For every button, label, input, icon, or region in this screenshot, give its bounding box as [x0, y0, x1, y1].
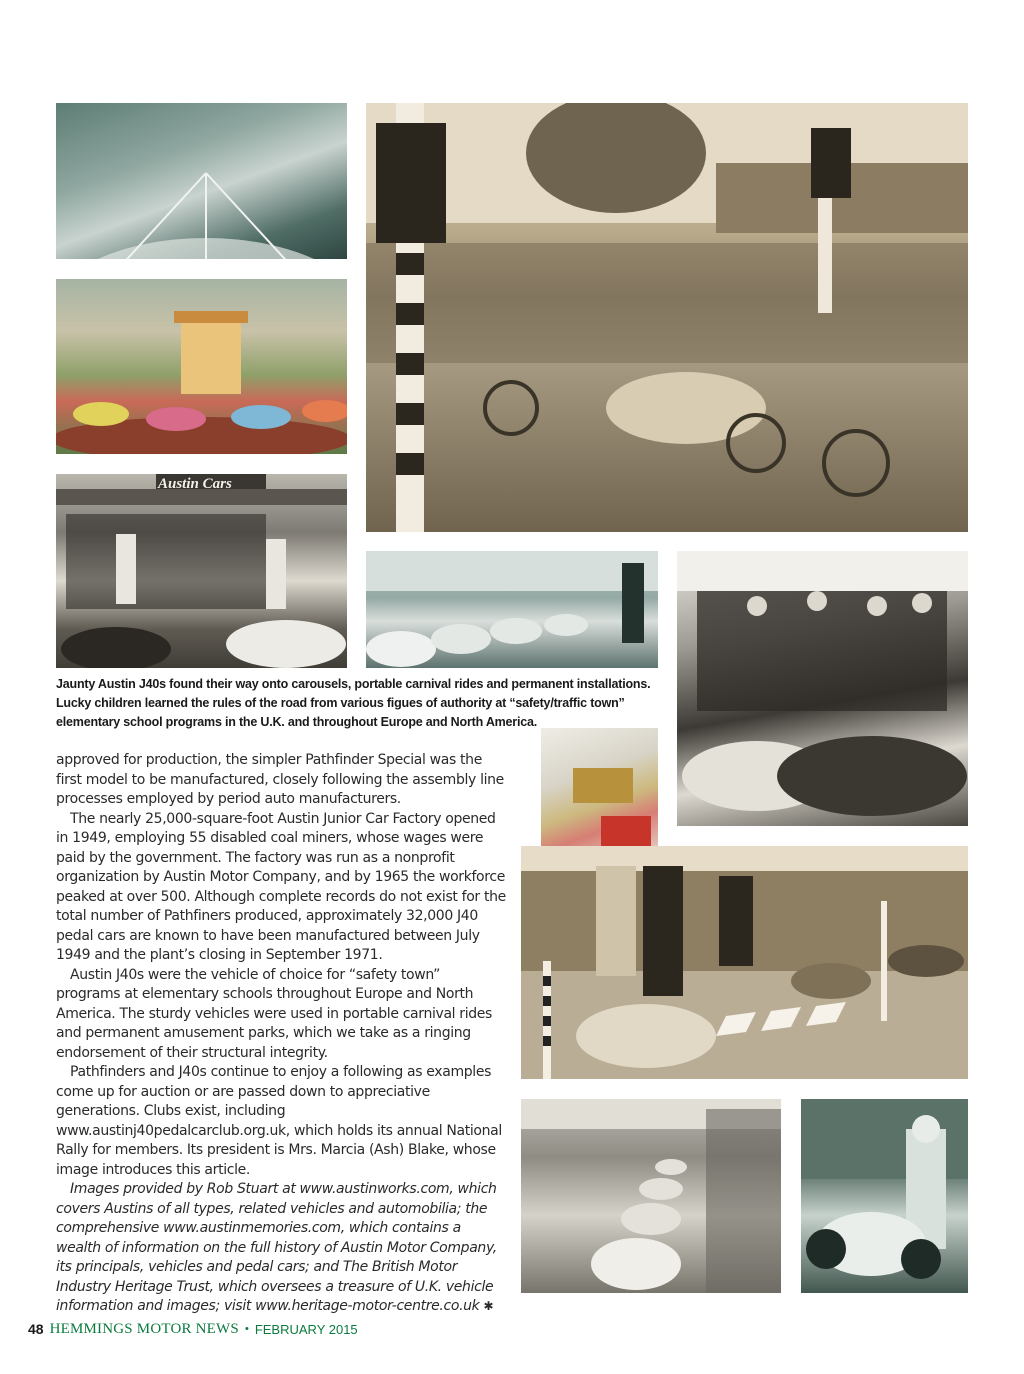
photo-pedal-car-row [366, 551, 658, 668]
photo-child-race-car [801, 1099, 968, 1293]
photo-track-line [521, 1099, 781, 1293]
article-paragraph-4: Pathfinders and J40s continue to enjoy a following as examples come up for auction or are passed down to appreciative generations. Clubs exist, including www.austinj40pedalcarclub.org.uk, which holds its annual National Rally for members. Its president is Mrs. Marcia (Ash) Blake, whose image introduces this article. [56, 1064, 502, 1178]
austin-cars-sketch [56, 474, 347, 668]
issue-date: FEBRUARY 2015 [254, 1321, 358, 1337]
photo-caption: Jaunty Austin J40s found their way onto carousels, portable carnival rides and permanent installations. Lucky children learned the rules of the road from various figues of authority at “safety/traffic town” elementary school programs in the U.K. and throughout Europe and North America. [56, 677, 651, 729]
crossing-sketch [521, 846, 968, 1079]
article-paragraph-1: approved for production, the simpler Pathfinder Special was the first model to be manufactured, closely following the assembly line processes employed by period auto manufacturers. [56, 752, 504, 807]
photo-safety-town-large [366, 103, 968, 532]
image-credits [56, 1180, 508, 1317]
photo-officials-group [677, 551, 968, 826]
battery-sketch [541, 728, 658, 864]
carousel-sketch [56, 103, 347, 259]
magazine-name: HEMMINGS MOTOR NEWS [49, 1320, 239, 1337]
photo-carousel-color [56, 279, 347, 454]
photo-battery-detail [541, 728, 658, 864]
photo-austin-cars-ride [56, 474, 347, 668]
race-car-sketch [801, 1099, 968, 1293]
article-body [56, 751, 508, 1317]
carousel-color-sketch [56, 279, 347, 454]
end-mark-icon: ✱ [483, 1299, 494, 1313]
austin-cars-sign-text: Austin Cars [158, 476, 232, 492]
officials-sketch [677, 551, 968, 826]
track-line-sketch [521, 1099, 781, 1293]
safety-town-sketch [366, 103, 968, 532]
image-credits-text: Images provided by Rob Stuart at www.austinworks.com, which covers Austins of all types, related vehicles and automobilia; the comprehensive www.austinmemories.com, which contains a wealth of information on the full history of Austin Motor Company, its principals, vehicles and pedal cars; and The British Motor Industry Heritage Trust, which oversees a treasure of U.K. vehicle information and images; visit www.heritage-motor-centre.co.uk [56, 1181, 497, 1314]
pedal-car-row-sketch [366, 551, 658, 668]
photo-carousel-top [56, 103, 347, 259]
footer-bullet: • [244, 1323, 249, 1335]
page-number: 48 [28, 1321, 44, 1337]
article-paragraph-3: Austin J40s were the vehicle of choice for “safety town” programs at elementary schools throughout Europe and North America. The sturdy vehicles were used in portable carnival rides and permanent amusement parks, which we take as a ringing endorsement of their structural integrity. [56, 966, 492, 1061]
page-footer [28, 1318, 358, 1340]
photo-traffic-town-crossing [521, 846, 968, 1079]
article-paragraph-2: The nearly 25,000-square-foot Austin Junior Car Factory opened in 1949, employing 55 disabled coal miners, whose wages were paid by the government. The factory was run as a nonprofit organization by Austin Motor Company, and by 1965 the workforce peaked at over 500. Although complete records do not exist for the total number of Pathfiners produced, approximately 32,000 J40 pedal cars are known to have been manufactured between July 1949 and the plant’s closing in September 1971. [56, 810, 506, 963]
